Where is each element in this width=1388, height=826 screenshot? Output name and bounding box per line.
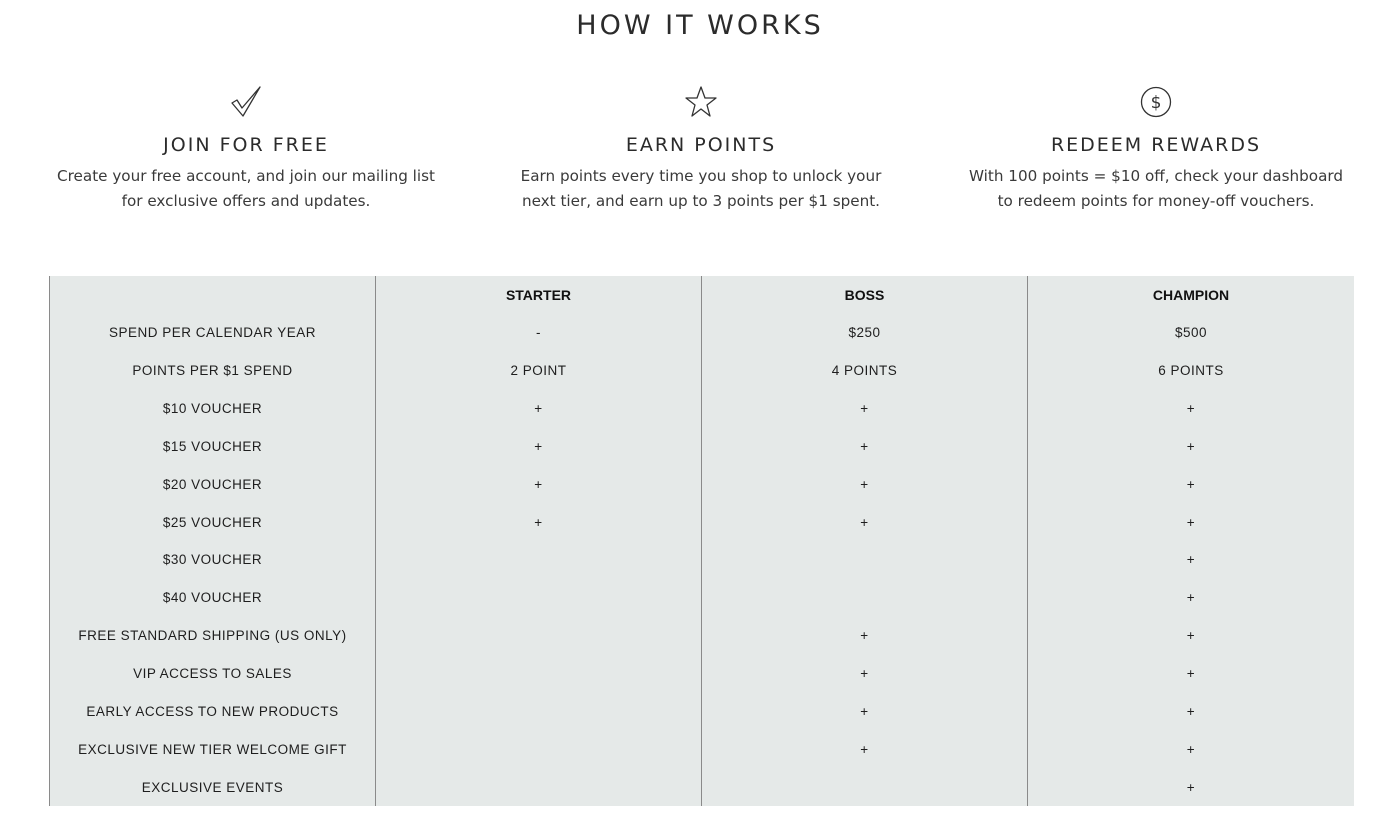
tier-cell [376,541,701,579]
step-description-line: to redeem points for money-off vouchers. [997,192,1315,210]
step-join [36,84,456,214]
step-description-line: Create your free account, and join our mailing list [57,167,435,185]
feature-column [49,276,375,806]
tier-cell: + [860,741,869,757]
tier-cell [376,655,701,693]
tier-cell: + [1186,779,1196,795]
feature-label: FREE STANDARD SHIPPING (US ONLY) [78,628,347,644]
tier-cell [376,579,701,617]
tier-cell: - [536,325,541,340]
feature-label: EARLY ACCESS TO NEW PRODUCTS [86,704,339,719]
step-description-line: With 100 points = $10 off, check your dashboard [969,167,1343,185]
tier-cell [376,731,701,769]
tier-cell: + [534,476,543,492]
tier-cell: + [860,514,869,530]
feature-label: EXCLUSIVE NEW TIER WELCOME GIFT [78,741,347,757]
feature-label: VIP ACCESS TO SALES [133,666,292,682]
tier-cell: 6 POINTS [1158,362,1224,378]
tier-cell: $500 [1174,325,1208,340]
column-header: BOSS [844,287,885,303]
section-title: HOW IT WORKS [576,10,824,41]
step-description-line: Earn points every time you shop to unlock your [520,167,882,185]
tier-cell [702,769,1027,807]
feature-label: SPEND PER CALENDAR YEAR [108,325,317,340]
feature-label: $25 VOUCHER [162,514,263,530]
tier-cell: 2 POINT [510,362,567,378]
step-redeem [946,84,1366,214]
tier-cell: + [860,400,869,416]
column-header: CHAMPION [1152,287,1230,303]
tier-cell: $250 [848,325,881,340]
champion-column [1027,276,1354,806]
step-description-line: next tier, and earn up to 3 points per $1 spent. [521,192,881,210]
step-title: EARN POINTS [625,134,777,156]
tier-cell: + [1186,514,1196,530]
tier-cell: + [860,704,869,719]
feature-label: $40 VOUCHER [162,590,263,606]
checkmark-icon [36,84,456,120]
svg-text:$: $ [1150,93,1162,113]
feature-label: $15 VOUCHER [162,438,263,454]
dollar-circle-icon [946,84,1366,120]
tier-cell: + [534,438,543,454]
step-description [946,164,1366,214]
step-description [36,164,456,214]
star-icon [491,84,911,120]
column-header [50,276,375,314]
feature-label: $10 VOUCHER [162,400,263,416]
tier-cell: 4 POINTS [831,362,898,378]
boss-column [701,276,1027,806]
tier-cell [702,541,1027,579]
tier-comparison-table [49,276,1354,806]
column-header: STARTER [505,287,572,303]
tier-cell: + [1186,400,1196,416]
step-earn [491,84,911,214]
tier-cell: + [1186,704,1196,719]
tier-cell: + [1186,552,1196,568]
tier-cell: + [534,400,543,416]
step-description [491,164,911,214]
tier-cell [376,769,701,807]
tier-cell: + [1186,741,1196,757]
tier-cell: + [860,666,869,682]
feature-label: $20 VOUCHER [162,476,263,492]
tier-cell [376,617,701,655]
step-title: REDEEM REWARDS [1050,134,1262,156]
tier-cell: + [860,628,869,644]
step-title: JOIN FOR FREE [163,134,329,156]
tier-cell: + [1186,628,1196,644]
tier-cell: + [1186,666,1196,682]
tier-cell: + [1186,476,1196,492]
tier-cell [702,579,1027,617]
feature-label: $30 VOUCHER [162,552,263,568]
tier-cell [376,693,701,731]
tier-cell: + [534,514,543,530]
step-description-line: for exclusive offers and updates. [121,192,371,210]
tier-cell: + [1186,590,1196,606]
starter-column [375,276,701,806]
tier-cell: + [860,476,869,492]
feature-label: POINTS PER $1 SPEND [132,362,293,378]
feature-label: EXCLUSIVE EVENTS [141,779,284,795]
tier-cell: + [860,438,869,454]
tier-cell: + [1186,438,1196,454]
